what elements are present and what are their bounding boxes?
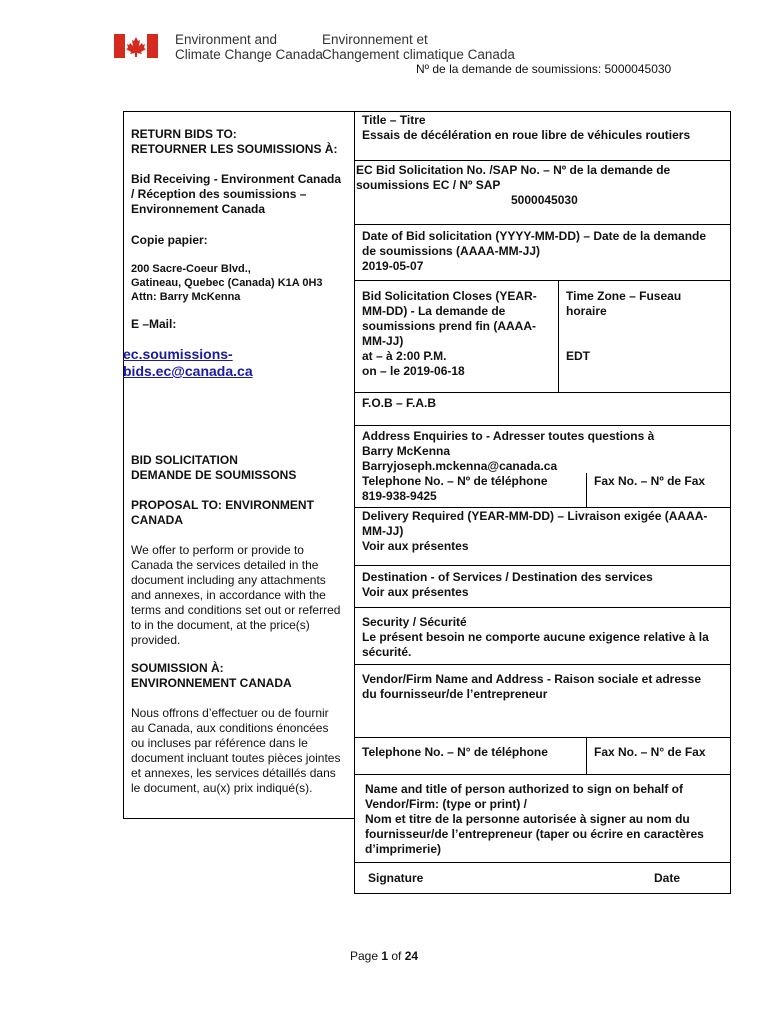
row-sep (354, 425, 731, 426)
sap-number: 5000045030 (511, 193, 578, 207)
email-label: E –Mail: (131, 317, 177, 331)
dept-en-line2: Climate Change Canada (175, 47, 323, 62)
fax-field: Fax No. – Nº de Fax (594, 474, 706, 488)
sap-number-label: EC Bid Solicitation No. /SAP No. – Nº de la demande de soumissions EC / Nº SAP (356, 163, 671, 192)
dept-name-en (175, 32, 323, 62)
authorized-person: Name and title of person authorized to sign on behalf of Vendor/Firm: (type or print) / Nom et titre de la personne autorisée à signer au nom du fournisseur/de l’entrepreneur (taper ou écrire en caractères d’imprimerie) (365, 782, 704, 856)
bid-receiving: Bid Receiving - Environment Canada / Réception des soumissions – Environnement Canada (131, 172, 342, 216)
row-sep (354, 224, 731, 225)
closing-date: Bid Solicitation Closes (YEAR- MM-DD) - La demande de soumissions prend fin (AAAA- MM-JJ) at – à 2:00 P.M. on – le 2019-06-18 (362, 289, 537, 378)
page-number (350, 949, 418, 963)
frame-center (354, 111, 355, 894)
canada-flag-logo (114, 34, 158, 58)
frame-top (123, 111, 731, 112)
col-sep (586, 473, 587, 507)
fob-label: F.O.B – F.A.B (362, 396, 437, 410)
time-zone-value: EDT (566, 349, 590, 363)
page-of: of (388, 949, 405, 963)
offer-text-fr: Nous offrons d’effectuer ou de fournir au Canada, aux conditions énoncées ou incluses par référence dans le document incluant toutes pièces jointes et annexes, les services détaillés dans le document, au(x) prix indiqué(s). (131, 706, 341, 795)
bid-solicitation-heading: BID SOLICITATION DEMANDE DE SOUMISSONS (131, 453, 297, 482)
page-total: 24 (404, 949, 419, 963)
email-link[interactable]: ec.soumissions- bids.ec@canada.ca (123, 346, 253, 379)
dept-name-fr (322, 32, 515, 62)
dept-en-line1: Environment and (175, 32, 278, 47)
row-sep (354, 160, 731, 161)
dept-fr-line1: Environnement et (322, 32, 428, 47)
destination-field: Destination - of Services / Destination des services Voir aux présentes (362, 570, 653, 599)
page-current: 1 (381, 949, 389, 963)
address-enquiries: Address Enquiries to - Adresser toutes questions à Barry McKenna Barryjoseph.mckenna@canada.ca (362, 429, 655, 473)
row-sep (354, 664, 731, 665)
title-field: Title – Titre Essais de décélération en roue libre de véhicules routiers (362, 113, 691, 142)
offer-text-en: We offer to perform or provide to Canada the services detailed in the document including any attachments and annexes, in accordance with the terms and conditions set out or referred to in the document, at the price(s) provided. (131, 543, 341, 647)
copie-papier-label: Copie papier: (131, 233, 208, 247)
frame-left (123, 111, 124, 819)
row-sep (354, 507, 731, 508)
dept-fr-line2: Changement climatique Canada (322, 47, 515, 62)
time-zone-label: Time Zone – Fuseau horaire (566, 289, 682, 318)
delivery-required: Delivery Required (YEAR-MM-DD) – Livraison exigée (AAAA- MM-JJ) Voir aux présentes (362, 509, 708, 553)
signature-label: Signature (368, 871, 424, 885)
col-sep (586, 737, 587, 774)
soumission-heading: SOUMISSION À: ENVIRONNEMENT CANADA (131, 661, 292, 690)
row-sep (354, 862, 731, 863)
security-field: Security / Sécurité Le présent besoin ne comporte aucune exigence relative à la sécurité. (362, 615, 709, 659)
row-sep (354, 392, 731, 393)
vendor-name-address: Vendor/Firm Name and Address - Raison sociale et adresse du fournisseur/de l’entrepreneur (362, 672, 702, 701)
telephone-field: Telephone No. – Nº de téléphone 819-938-9425 (362, 474, 548, 503)
row-sep (354, 774, 731, 775)
mailing-address: 200 Sacre-Coeur Blvd., Gatineau, Quebec (Canada) K1A 0H3 Attn: Barry McKenna (131, 263, 323, 303)
frame-right (730, 111, 731, 894)
row-sep (354, 565, 731, 566)
solicitation-date: Date of Bid solicitation (YYYY-MM-DD) – Date de la demande de soumissions (AAAA-MM-JJ) 2019-05-07 (362, 229, 707, 273)
frame-bottom (354, 893, 731, 894)
frame-left-bottom (123, 818, 354, 819)
vendor-fax: Fax No. – N° de Fax (594, 745, 706, 759)
date-label: Date (654, 871, 681, 885)
row-sep (354, 737, 731, 738)
row-sep (354, 607, 731, 608)
solicitation-reference: Nº de la demande de soumissions: 5000045030 (416, 62, 672, 76)
vendor-telephone: Telephone No. – N° de téléphone (362, 745, 548, 759)
page-prefix: Page (350, 949, 382, 963)
col-sep (558, 280, 559, 392)
proposal-to: PROPOSAL TO: ENVIRONMENT CANADA (131, 498, 314, 527)
return-bids-heading: RETURN BIDS TO: RETOURNER LES SOUMISSIONS À: (131, 127, 338, 156)
row-sep (354, 280, 731, 281)
